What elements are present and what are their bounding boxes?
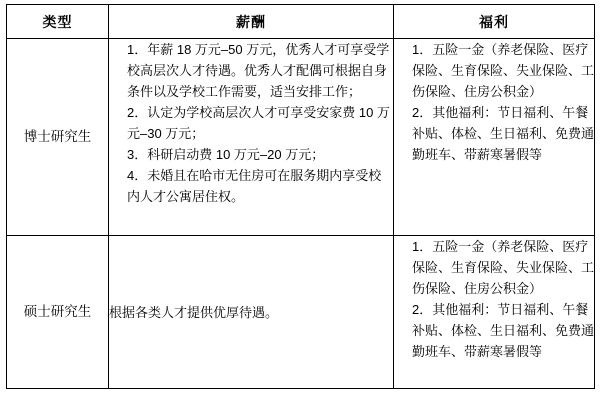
benefit-list-master — [394, 236, 594, 362]
table-row — [7, 236, 595, 389]
pay-list-doctoral — [109, 39, 393, 207]
table-body — [7, 39, 595, 389]
cell-benefit-master — [394, 236, 595, 389]
list-item: 1．年薪 18 万元–50 万元，优秀人才可享受学校高层次人才待遇。优秀人才配偶可根据自身条件以及学校工作需要，适当安排工作； — [127, 42, 390, 99]
column-header-pay: 薪酬 — [109, 5, 394, 39]
cell-pay-master — [109, 236, 394, 389]
list-item: 2．其他福利：节日福利、午餐补贴、体检、生日福利、免费通勤班车、带薪寒暑假等 — [412, 302, 595, 359]
cell-type-doctoral: 博士研究生 — [7, 39, 109, 236]
cell-pay-doctoral — [109, 39, 394, 236]
document-page — [0, 4, 604, 420]
list-item: 1．五险一金（养老保险、医疗保险、生育保险、失业保险、工伤保险、住房公积金） — [412, 42, 595, 99]
table-row — [7, 39, 595, 236]
column-header-benefit: 福利 — [394, 5, 595, 39]
list-item: 2．认定为学校高层次人才可享受安家费 10 万元–30 万元； — [127, 105, 390, 141]
list-item: 4．未婚且在哈市无住房可在服务期内享受校内人才公寓居住权。 — [127, 168, 382, 204]
list-item: 1．五险一金（养老保险、医疗保险、生育保险、失业保险、工伤保险、住房公积金） — [412, 239, 595, 296]
benefit-list-doctoral — [394, 39, 594, 165]
cell-benefit-doctoral — [394, 39, 595, 236]
pay-text-master: 根据各类人才提供优厚待遇。 — [109, 304, 279, 320]
list-item: 3．科研启动费 10 万元–20 万元； — [127, 147, 325, 162]
table-header — [7, 5, 595, 39]
cell-type-master: 硕士研究生 — [7, 236, 109, 389]
list-item: 2．其他福利：节日福利、午餐补贴、体检、生日福利、免费通勤班车、带薪寒暑假等 — [412, 105, 595, 162]
column-header-type: 类型 — [7, 5, 109, 39]
recruitment-table — [6, 4, 595, 389]
table-header-row — [7, 5, 595, 39]
